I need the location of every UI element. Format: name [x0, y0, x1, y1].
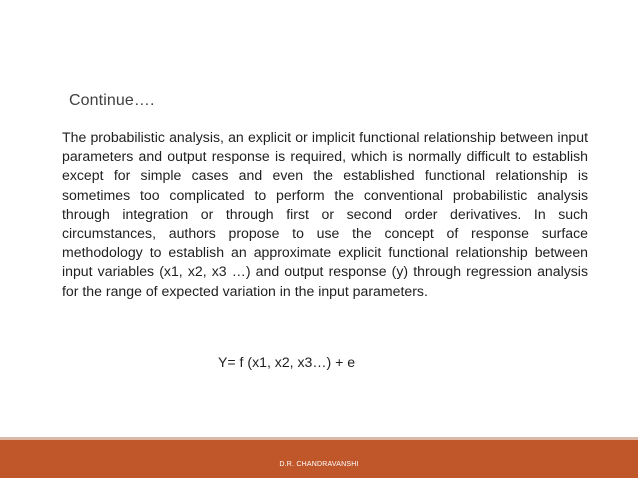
slide-title: Continue…. — [69, 92, 155, 109]
footer-author: D.R. CHANDRAVANSHI — [279, 461, 359, 468]
footer-bar — [0, 440, 638, 478]
body-paragraph: The probabilistic analysis, an explicit or implicit functional relationship between input parameters and output response is required, which is normally difficult to establish except for simple cases and even the established functional relationship is sometimes too complicated to perform the conventional probabilistic analysis through integration or through first or second order derivatives. In such circumstances, authors propose to use the concept of response surface methodology to establish an approximate explicit functional relationship between input variables (x1, x2, x3 …) and output response (y) through regression analysis for the range of expected variation in the input parameters. — [62, 129, 588, 299]
formula: Y= f (x1, x2, x3…) + e — [218, 354, 356, 370]
